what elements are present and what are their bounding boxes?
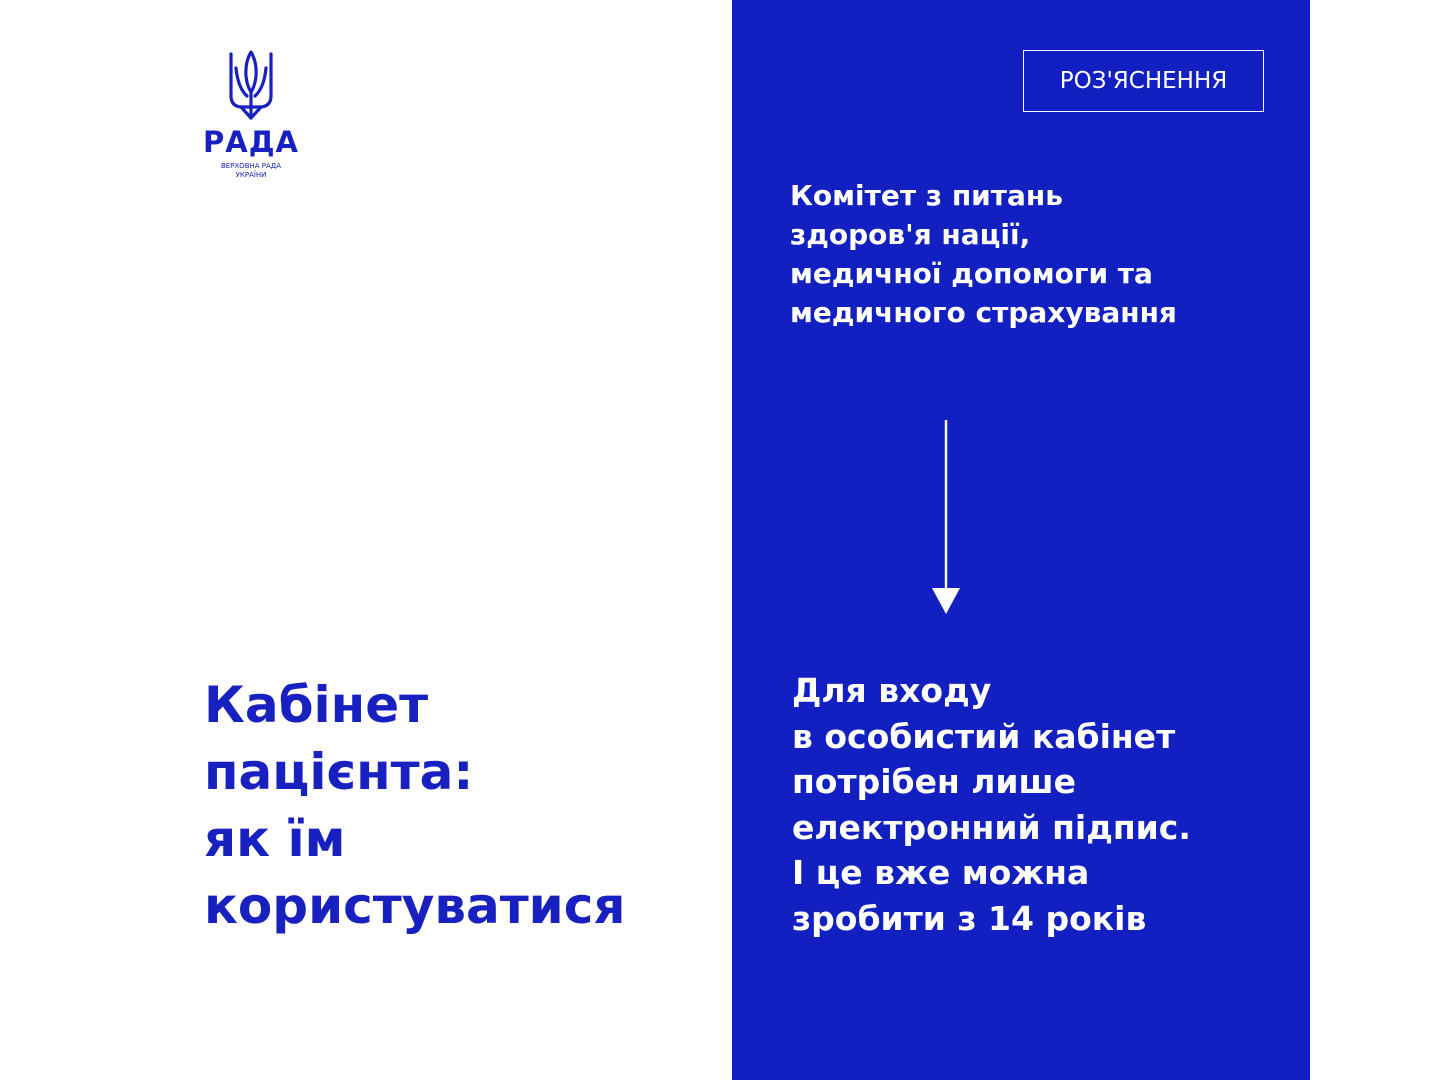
committee-line: здоров'я нації, [790, 218, 1031, 251]
title-line: користуватися [204, 877, 626, 935]
rada-logo [196, 50, 306, 180]
tryzub-icon [227, 50, 275, 120]
logo-subtitle-line: ВЕРХОВНА РАДА [220, 162, 282, 170]
committee-name [790, 176, 1270, 332]
arrow-down-icon [930, 420, 962, 616]
message-line: Для входу [792, 671, 992, 710]
committee-line: Комітет з питань [790, 179, 1063, 212]
title-line: Кабінет [204, 676, 429, 734]
page-title [204, 672, 704, 940]
message-line: електронний підпис. [792, 807, 1191, 847]
message-line: зробити з 14 років [792, 898, 1147, 938]
message-line: потрібен лише [792, 762, 1076, 801]
blue-panel [732, 0, 1310, 1080]
committee-line: медичного страхування [790, 296, 1177, 329]
title-line: пацієнта: [204, 743, 474, 801]
message-line: в особистий кабінет [792, 716, 1176, 756]
category-badge: РОЗ'ЯСНЕННЯ [1023, 50, 1264, 112]
logo-subtitle [216, 162, 286, 180]
info-message [792, 668, 1272, 941]
logo-subtitle-line: УКРАЇНИ [235, 171, 267, 179]
title-line: як їм [204, 810, 346, 868]
committee-line: медичної допомоги та [790, 257, 1153, 290]
message-line: І це вже можна [792, 853, 1090, 892]
logo-wordmark: РАДА [203, 125, 299, 159]
